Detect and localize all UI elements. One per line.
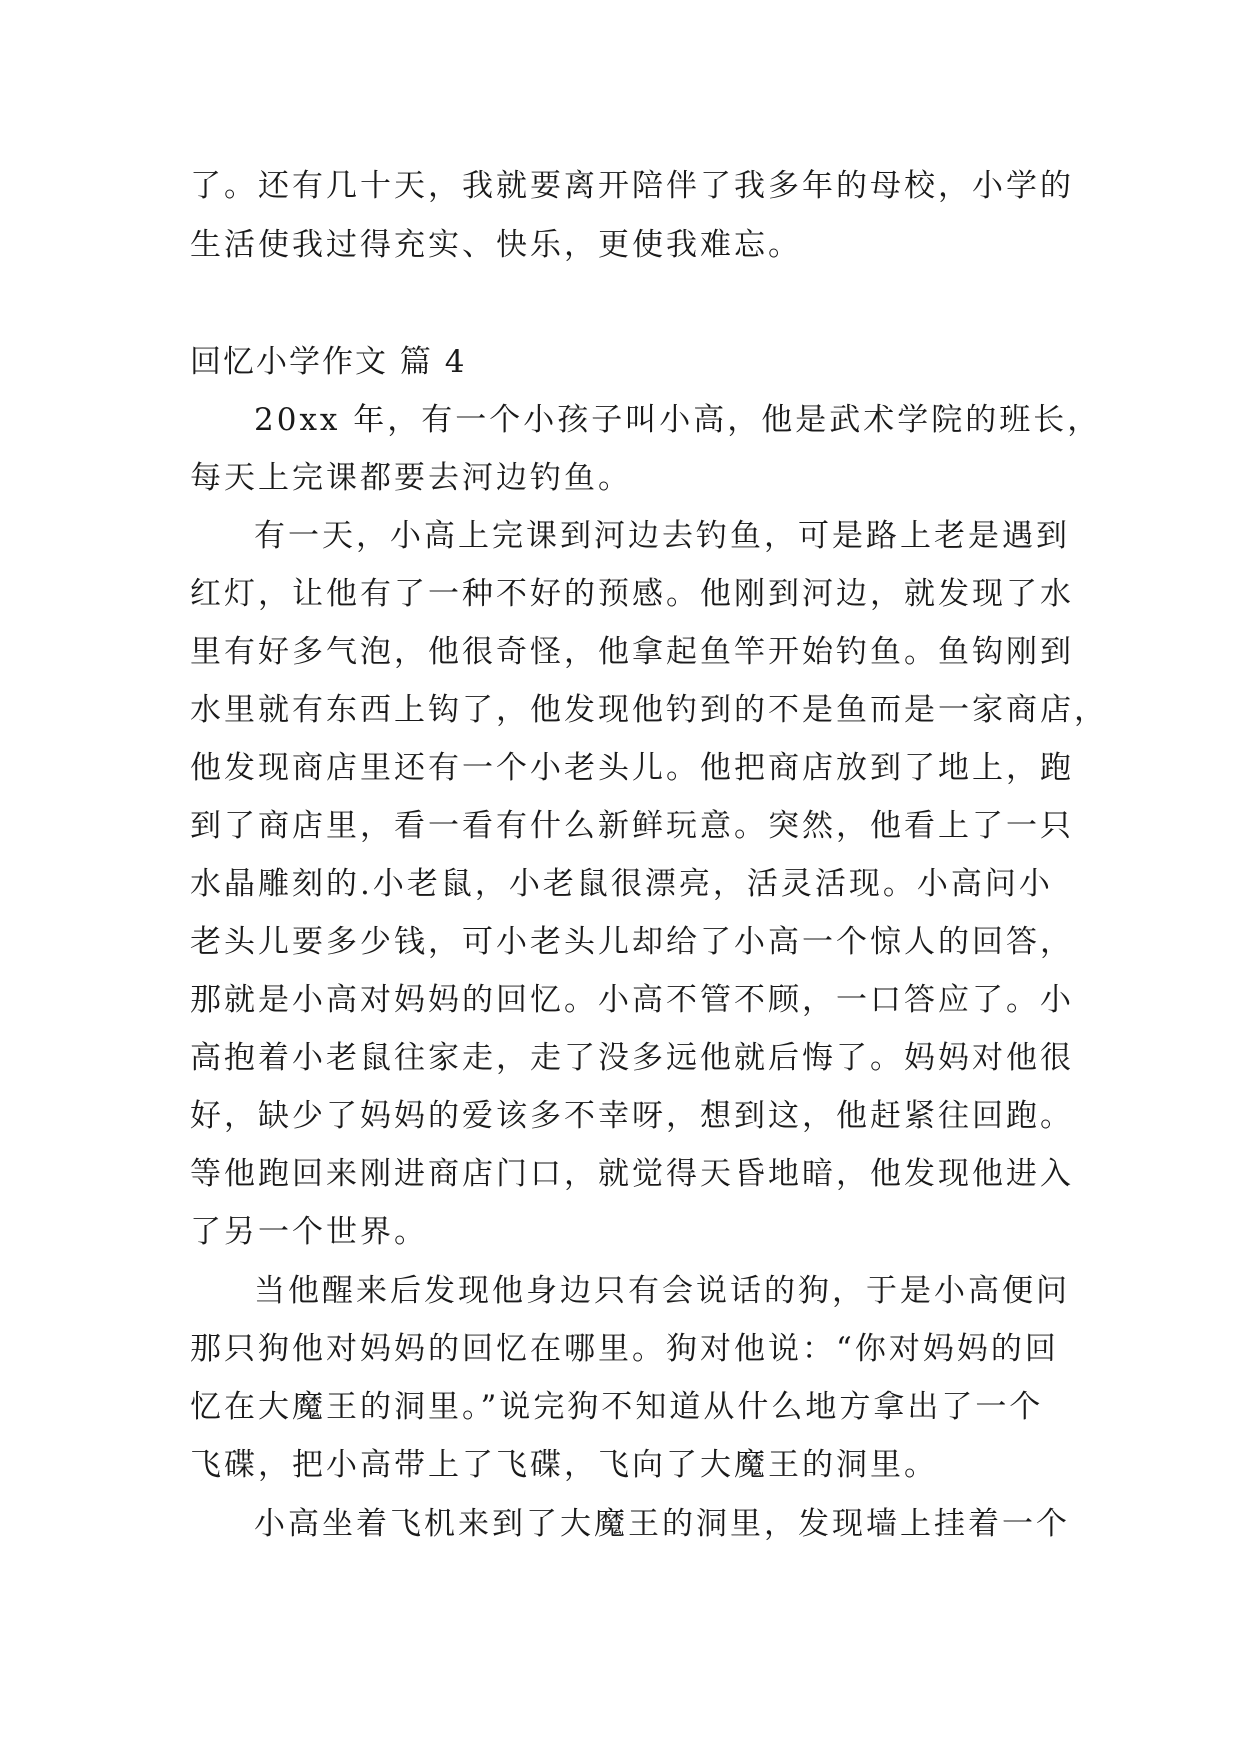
paragraph-line: 水晶雕刻的.小老鼠，小老鼠很漂亮，活灵活现。小高问小	[190, 866, 1053, 902]
paragraph-line: 了另一个世界。	[190, 1214, 428, 1250]
paragraph-line: 了。还有几十天，我就要离开陪伴了我多年的母校，小学的	[190, 168, 1074, 204]
paragraph-line: 忆在大魔王的洞里。”说完狗不知道从什么地方拿出了一个	[190, 1389, 1044, 1425]
paragraph-line: 那只狗他对妈妈的回忆在哪里。狗对他说：“你对妈妈的回	[190, 1331, 1059, 1367]
paragraph-line: 到了商店里，看一看有什么新鲜玩意。突然，他看上了一只	[190, 808, 1074, 844]
paragraph-line: 每天上完课都要去河边钓鱼。	[190, 460, 632, 496]
paragraph-line: 有一天，小高上完课到河边去钓鱼，可是路上老是遇到	[254, 518, 1070, 554]
paragraph-line: 飞碟，把小高带上了飞碟，飞向了大魔王的洞里。	[190, 1447, 938, 1483]
paragraph-line: 那就是小高对妈妈的回忆。小高不管不顾，一口答应了。小	[190, 982, 1074, 1018]
paragraph-line: 20xx 年，有一个小孩子叫小高，他是武术学院的班长，	[254, 402, 1102, 438]
paragraph-line: 里有好多气泡，他很奇怪，他拿起鱼竿开始钓鱼。鱼钩刚到	[190, 634, 1074, 670]
paragraph-line: 水里就有东西上钩了，他发现他钓到的不是鱼而是一家商店，	[190, 692, 1108, 728]
paragraph-line: 他发现商店里还有一个小老头儿。他把商店放到了地上，跑	[190, 750, 1074, 786]
paragraph-line: 小高坐着飞机来到了大魔王的洞里，发现墙上挂着一个	[254, 1506, 1070, 1542]
paragraph-line: 等他跑回来刚进商店门口，就觉得天昏地暗，他发现他进入	[190, 1156, 1074, 1192]
paragraph-line: 当他醒来后发现他身边只有会说话的狗，于是小高便问	[254, 1273, 1070, 1309]
section-heading: 回忆小学作文 篇 4	[190, 344, 467, 380]
paragraph-line: 生活使我过得充实、快乐，更使我难忘。	[190, 227, 802, 263]
paragraph-line: 红灯，让他有了一种不好的预感。他刚到河边，就发现了水	[190, 576, 1074, 612]
paragraph-line: 高抱着小老鼠往家走，走了没多远他就后悔了。妈妈对他很	[190, 1040, 1074, 1076]
paragraph-line: 老头儿要多少钱，可小老头儿却给了小高一个惊人的回答，	[190, 924, 1074, 960]
paragraph-line: 好，缺少了妈妈的爱该多不幸呀，想到这，他赶紧往回跑。	[190, 1098, 1074, 1134]
